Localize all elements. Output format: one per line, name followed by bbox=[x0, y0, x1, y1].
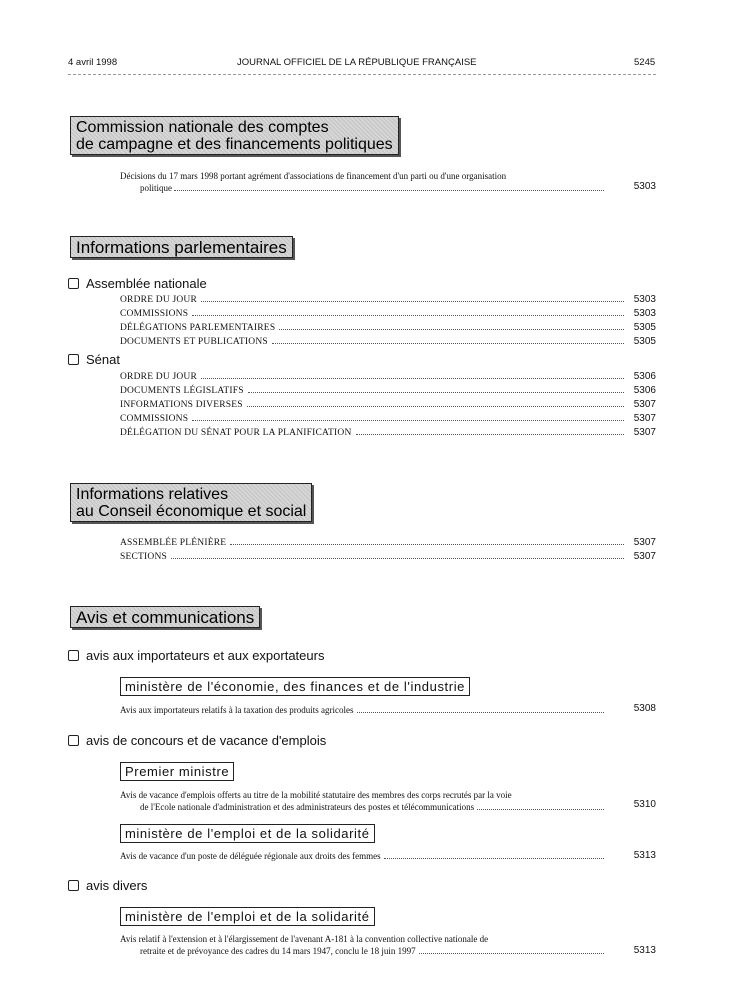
toc-page: 5307 bbox=[633, 537, 656, 548]
dot-leader bbox=[192, 315, 624, 316]
toc-page: 5307 bbox=[633, 427, 656, 438]
toc-label: DOCUMENTS LÉGISLATIFS bbox=[120, 386, 244, 396]
ministry-box: ministère de l'économie, des finances et de l'industrie bbox=[120, 677, 470, 696]
toc-row bbox=[120, 385, 656, 398]
entry-line2 bbox=[120, 945, 604, 957]
commission-entry bbox=[120, 170, 604, 194]
toc-row bbox=[120, 336, 656, 349]
subsection-heading: avis aux importateurs et aux exportateurs bbox=[86, 648, 325, 663]
banner-line: Commission nationale des comptes bbox=[76, 119, 329, 136]
toc-page: 5307 bbox=[633, 551, 656, 562]
dot-leader bbox=[419, 945, 604, 954]
banner-line: au Conseil économique et social bbox=[76, 503, 307, 520]
dot-leader bbox=[192, 420, 624, 421]
banner-line: de campagne et des financements politiques bbox=[76, 136, 393, 153]
banner-line: Informations relatives bbox=[76, 486, 229, 503]
subsection-concours bbox=[68, 733, 326, 748]
toc-row bbox=[120, 308, 656, 321]
entry-text: Avis aux importateurs relatifs à la taxation des produits agricoles bbox=[120, 705, 354, 715]
toc-label: DÉLÉGATIONS PARLEMENTAIRES bbox=[120, 323, 276, 333]
toc-page: 5307 bbox=[633, 399, 656, 410]
ministry-box: Premier ministre bbox=[120, 762, 234, 781]
section-banner-ces bbox=[70, 483, 312, 522]
toc-row bbox=[120, 399, 656, 412]
header-date: 4 avril 1998 bbox=[68, 57, 118, 68]
dot-leader bbox=[477, 801, 604, 810]
section-banner-commission bbox=[70, 116, 399, 155]
dot-leader bbox=[247, 406, 624, 407]
page-ref: 5313 bbox=[633, 850, 656, 861]
subsection-importateurs bbox=[68, 648, 324, 663]
toc-row bbox=[120, 413, 656, 426]
section-banner-avis bbox=[70, 606, 260, 628]
avis-entry bbox=[120, 850, 604, 862]
dot-leader bbox=[357, 704, 604, 713]
toc-page: 5306 bbox=[633, 371, 656, 382]
toc-page: 5305 bbox=[633, 322, 656, 333]
toc-label: INFORMATIONS DIVERSES bbox=[120, 400, 243, 410]
toc-row bbox=[120, 537, 656, 550]
subsection-divers bbox=[68, 878, 147, 893]
toc-label: COMMISSIONS bbox=[120, 414, 189, 424]
avis-entry bbox=[120, 933, 604, 957]
subsection-senat bbox=[68, 352, 120, 367]
toc-page: 5305 bbox=[633, 336, 656, 347]
checkbox-bullet-icon bbox=[68, 880, 79, 891]
entry-line2 bbox=[120, 801, 604, 813]
banner-line: Informations parlementaires bbox=[76, 238, 287, 257]
entry-text: Avis relatif à l'extension et à l'élargissement de l'avenant A-181 à la convention collective nationale de bbox=[120, 934, 489, 944]
header-page-number: 5245 bbox=[634, 57, 656, 68]
toc-label: ORDRE DU JOUR bbox=[120, 372, 198, 382]
page-ref: 5310 bbox=[633, 799, 656, 810]
toc-row bbox=[120, 322, 656, 335]
dot-leader bbox=[201, 301, 624, 302]
banner-line: Avis et communications bbox=[76, 608, 255, 627]
subsection-heading: avis de concours et de vacance d'emplois bbox=[86, 733, 327, 748]
dot-leader bbox=[356, 434, 624, 435]
ministry-box: ministère de l'emploi et de la solidarité bbox=[120, 907, 375, 926]
dot-leader bbox=[248, 392, 624, 393]
toc-label: DÉLÉGATION DU SÉNAT POUR LA PLANIFICATION bbox=[120, 428, 352, 438]
page-ref: 5308 bbox=[633, 703, 656, 714]
checkbox-bullet-icon bbox=[68, 278, 79, 289]
entry-text: Décisions du 17 mars 1998 portant agrément d'associations de financement d'un parti ou d'une organisation bbox=[120, 171, 507, 181]
checkbox-bullet-icon bbox=[68, 354, 79, 365]
toc-row bbox=[120, 427, 656, 440]
header-rule bbox=[68, 74, 656, 75]
dot-leader bbox=[171, 558, 624, 559]
toc-label: COMMISSIONS bbox=[120, 309, 189, 319]
entry-text: Avis de vacance d'un poste de déléguée régionale aux droits des femmes bbox=[120, 851, 381, 861]
subsection-heading: Assemblée nationale bbox=[86, 276, 207, 291]
toc-label: DOCUMENTS ET PUBLICATIONS bbox=[120, 337, 268, 347]
toc-label: ORDRE DU JOUR bbox=[120, 295, 198, 305]
entry-text: Avis de vacance d'emplois offerts au titre de la mobilité statutaire des membres des corps recrutés par la voie bbox=[120, 790, 512, 800]
toc-row bbox=[120, 371, 656, 384]
entry-text: de l'Ecole nationale d'administration et des administrateurs des postes et télécommunications bbox=[140, 802, 475, 812]
dot-leader bbox=[201, 378, 624, 379]
toc-page: 5303 bbox=[633, 308, 656, 319]
avis-entry bbox=[120, 789, 604, 813]
page-ref: 5303 bbox=[633, 181, 656, 192]
entry-line2 bbox=[120, 182, 604, 194]
toc-row bbox=[120, 294, 656, 307]
dot-leader bbox=[230, 544, 624, 545]
subsection-heading: avis divers bbox=[86, 878, 148, 893]
header-title: JOURNAL OFFICIEL DE LA RÉPUBLIQUE FRANÇAISE bbox=[237, 57, 477, 68]
page-ref: 5313 bbox=[633, 945, 656, 956]
checkbox-bullet-icon bbox=[68, 650, 79, 661]
dot-leader bbox=[384, 850, 604, 859]
checkbox-bullet-icon bbox=[68, 735, 79, 746]
entry-text: retraite et de prévoyance des cadres du 14 mars 1947, conclu le 18 juin 1997 bbox=[140, 946, 416, 956]
section-banner-parlementaires bbox=[70, 236, 293, 258]
toc-page: 5307 bbox=[633, 413, 656, 424]
dot-leader bbox=[174, 182, 604, 191]
subsection-heading: Sénat bbox=[86, 352, 120, 367]
avis-entry bbox=[120, 704, 604, 716]
toc-label: SECTIONS bbox=[120, 552, 167, 562]
entry-text: politique bbox=[140, 183, 172, 193]
dot-leader bbox=[272, 343, 624, 344]
subsection-assemblee-nationale bbox=[68, 276, 207, 291]
toc-page: 5306 bbox=[633, 385, 656, 396]
dot-leader bbox=[279, 329, 624, 330]
toc-label: ASSEMBLÉE PLÉNIÈRE bbox=[120, 538, 227, 548]
ministry-box: ministère de l'emploi et de la solidarité bbox=[120, 824, 375, 843]
toc-page: 5303 bbox=[633, 294, 656, 305]
toc-row bbox=[120, 551, 656, 564]
